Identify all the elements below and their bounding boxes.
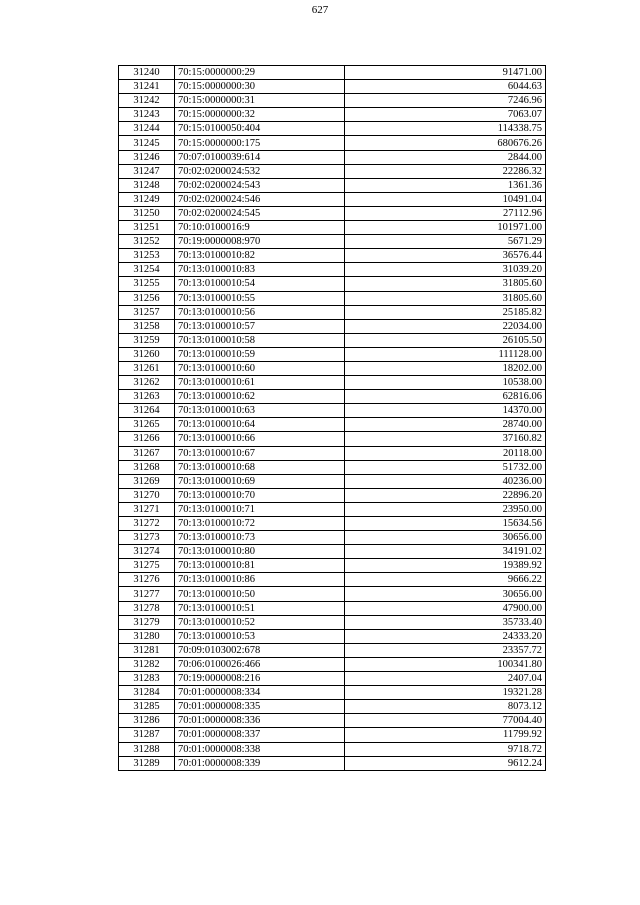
table-row bbox=[119, 502, 546, 516]
value-cell: 7246.96 bbox=[345, 94, 546, 108]
table-row bbox=[119, 488, 546, 502]
cadastral-number-cell: 70:13:0100010:60 bbox=[175, 361, 345, 375]
cadastral-number-cell: 70:13:0100010:63 bbox=[175, 404, 345, 418]
cadastral-number-cell: 70:13:0100010:55 bbox=[175, 291, 345, 305]
table-row bbox=[119, 221, 546, 235]
cadastral-number-cell: 70:10:0100016:9 bbox=[175, 221, 345, 235]
row-number-cell: 31256 bbox=[119, 291, 175, 305]
row-number-cell: 31247 bbox=[119, 164, 175, 178]
value-cell: 62816.06 bbox=[345, 390, 546, 404]
row-number-cell: 31269 bbox=[119, 474, 175, 488]
cadastral-number-cell: 70:13:0100010:62 bbox=[175, 390, 345, 404]
row-number-cell: 31286 bbox=[119, 714, 175, 728]
row-number-cell: 31276 bbox=[119, 573, 175, 587]
table-row bbox=[119, 587, 546, 601]
table-row bbox=[119, 333, 546, 347]
table-row bbox=[119, 164, 546, 178]
cadastral-number-cell: 70:13:0100010:50 bbox=[175, 587, 345, 601]
table-row bbox=[119, 517, 546, 531]
cadastral-number-cell: 70:13:0100010:67 bbox=[175, 446, 345, 460]
value-cell: 19389.92 bbox=[345, 559, 546, 573]
cadastral-number-cell: 70:13:0100010:56 bbox=[175, 305, 345, 319]
value-cell: 36576.44 bbox=[345, 249, 546, 263]
value-cell: 15634.56 bbox=[345, 517, 546, 531]
value-cell: 18202.00 bbox=[345, 361, 546, 375]
cadastral-number-cell: 70:01:0000008:336 bbox=[175, 714, 345, 728]
value-cell: 27112.96 bbox=[345, 206, 546, 220]
row-number-cell: 31252 bbox=[119, 235, 175, 249]
value-cell: 31039.20 bbox=[345, 263, 546, 277]
row-number-cell: 31249 bbox=[119, 192, 175, 206]
table-row bbox=[119, 376, 546, 390]
cadastral-number-cell: 70:13:0100010:61 bbox=[175, 376, 345, 390]
value-cell: 47900.00 bbox=[345, 601, 546, 615]
value-cell: 114338.75 bbox=[345, 122, 546, 136]
cadastral-number-cell: 70:02:0200024:546 bbox=[175, 192, 345, 206]
row-number-cell: 31288 bbox=[119, 742, 175, 756]
cadastral-number-cell: 70:13:0100010:58 bbox=[175, 333, 345, 347]
value-cell: 28740.00 bbox=[345, 418, 546, 432]
table-row bbox=[119, 150, 546, 164]
table-row bbox=[119, 714, 546, 728]
cadastral-number-cell: 70:13:0100010:69 bbox=[175, 474, 345, 488]
row-number-cell: 31277 bbox=[119, 587, 175, 601]
value-cell: 35733.40 bbox=[345, 615, 546, 629]
table-row bbox=[119, 277, 546, 291]
cadastral-number-cell: 70:01:0000008:339 bbox=[175, 756, 345, 770]
cadastral-number-cell: 70:13:0100010:52 bbox=[175, 615, 345, 629]
value-cell: 31805.60 bbox=[345, 291, 546, 305]
table-row bbox=[119, 263, 546, 277]
row-number-cell: 31257 bbox=[119, 305, 175, 319]
value-cell: 23950.00 bbox=[345, 502, 546, 516]
cadastral-number-cell: 70:13:0100010:70 bbox=[175, 488, 345, 502]
row-number-cell: 31254 bbox=[119, 263, 175, 277]
cadastral-number-cell: 70:15:0000000:29 bbox=[175, 66, 345, 80]
value-cell: 24333.20 bbox=[345, 629, 546, 643]
cadastral-number-cell: 70:13:0100010:57 bbox=[175, 319, 345, 333]
value-cell: 22034.00 bbox=[345, 319, 546, 333]
value-cell: 30656.00 bbox=[345, 587, 546, 601]
row-number-cell: 31245 bbox=[119, 136, 175, 150]
cadastral-number-cell: 70:13:0100010:53 bbox=[175, 629, 345, 643]
row-number-cell: 31267 bbox=[119, 446, 175, 460]
value-cell: 22286.32 bbox=[345, 164, 546, 178]
value-cell: 22896.20 bbox=[345, 488, 546, 502]
row-number-cell: 31280 bbox=[119, 629, 175, 643]
value-cell: 680676.26 bbox=[345, 136, 546, 150]
page-number: 627 bbox=[311, 4, 329, 16]
table-row bbox=[119, 361, 546, 375]
row-number-cell: 31279 bbox=[119, 615, 175, 629]
row-number-cell: 31260 bbox=[119, 347, 175, 361]
cadastral-number-cell: 70:13:0100010:66 bbox=[175, 432, 345, 446]
cadastral-number-cell: 70:13:0100010:64 bbox=[175, 418, 345, 432]
cadastral-value-table bbox=[118, 65, 546, 771]
value-cell: 1361.36 bbox=[345, 178, 546, 192]
value-cell: 111128.00 bbox=[345, 347, 546, 361]
table-row bbox=[119, 319, 546, 333]
value-cell: 23357.72 bbox=[345, 643, 546, 657]
cadastral-number-cell: 70:01:0000008:338 bbox=[175, 742, 345, 756]
value-cell: 25185.82 bbox=[345, 305, 546, 319]
row-number-cell: 31289 bbox=[119, 756, 175, 770]
cadastral-number-cell: 70:01:0000008:337 bbox=[175, 728, 345, 742]
table-row bbox=[119, 122, 546, 136]
cadastral-number-cell: 70:13:0100010:72 bbox=[175, 517, 345, 531]
value-cell: 2844.00 bbox=[345, 150, 546, 164]
row-number-cell: 31253 bbox=[119, 249, 175, 263]
cadastral-number-cell: 70:02:0200024:543 bbox=[175, 178, 345, 192]
cadastral-number-cell: 70:15:0000000:175 bbox=[175, 136, 345, 150]
value-cell: 7063.07 bbox=[345, 108, 546, 122]
row-number-cell: 31246 bbox=[119, 150, 175, 164]
value-cell: 19321.28 bbox=[345, 686, 546, 700]
value-cell: 31805.60 bbox=[345, 277, 546, 291]
row-number-cell: 31274 bbox=[119, 545, 175, 559]
cadastral-number-cell: 70:15:0000000:30 bbox=[175, 80, 345, 94]
row-number-cell: 31265 bbox=[119, 418, 175, 432]
value-cell: 101971.00 bbox=[345, 221, 546, 235]
table-row bbox=[119, 432, 546, 446]
row-number-cell: 31281 bbox=[119, 643, 175, 657]
cadastral-number-cell: 70:13:0100010:82 bbox=[175, 249, 345, 263]
value-cell: 51732.00 bbox=[345, 460, 546, 474]
table-row bbox=[119, 108, 546, 122]
table-body bbox=[119, 66, 546, 771]
value-cell: 26105.50 bbox=[345, 333, 546, 347]
row-number-cell: 31266 bbox=[119, 432, 175, 446]
table-row bbox=[119, 460, 546, 474]
row-number-cell: 31285 bbox=[119, 700, 175, 714]
value-cell: 10491.04 bbox=[345, 192, 546, 206]
table-row bbox=[119, 235, 546, 249]
cadastral-number-cell: 70:09:0103002:678 bbox=[175, 643, 345, 657]
table-row bbox=[119, 390, 546, 404]
table-row bbox=[119, 249, 546, 263]
value-cell: 9612.24 bbox=[345, 756, 546, 770]
row-number-cell: 31278 bbox=[119, 601, 175, 615]
value-cell: 11799.92 bbox=[345, 728, 546, 742]
cadastral-number-cell: 70:13:0100010:68 bbox=[175, 460, 345, 474]
value-cell: 9718.72 bbox=[345, 742, 546, 756]
value-cell: 5671.29 bbox=[345, 235, 546, 249]
table-row bbox=[119, 291, 546, 305]
cadastral-number-cell: 70:13:0100010:83 bbox=[175, 263, 345, 277]
table-row bbox=[119, 418, 546, 432]
cadastral-number-cell: 70:13:0100010:51 bbox=[175, 601, 345, 615]
row-number-cell: 31264 bbox=[119, 404, 175, 418]
cadastral-number-cell: 70:15:0000000:31 bbox=[175, 94, 345, 108]
table-row bbox=[119, 136, 546, 150]
row-number-cell: 31268 bbox=[119, 460, 175, 474]
value-cell: 6044.63 bbox=[345, 80, 546, 94]
table-row bbox=[119, 206, 546, 220]
table-row bbox=[119, 94, 546, 108]
value-cell: 91471.00 bbox=[345, 66, 546, 80]
table-row bbox=[119, 347, 546, 361]
cadastral-number-cell: 70:13:0100010:80 bbox=[175, 545, 345, 559]
table-row bbox=[119, 474, 546, 488]
value-cell: 30656.00 bbox=[345, 531, 546, 545]
table-row bbox=[119, 66, 546, 80]
table-row bbox=[119, 559, 546, 573]
value-cell: 10538.00 bbox=[345, 376, 546, 390]
cadastral-number-cell: 70:13:0100010:54 bbox=[175, 277, 345, 291]
table-row bbox=[119, 446, 546, 460]
table-row bbox=[119, 728, 546, 742]
value-cell: 14370.00 bbox=[345, 404, 546, 418]
value-cell: 8073.12 bbox=[345, 700, 546, 714]
row-number-cell: 31251 bbox=[119, 221, 175, 235]
row-number-cell: 31250 bbox=[119, 206, 175, 220]
row-number-cell: 31243 bbox=[119, 108, 175, 122]
row-number-cell: 31242 bbox=[119, 94, 175, 108]
row-number-cell: 31241 bbox=[119, 80, 175, 94]
row-number-cell: 31282 bbox=[119, 657, 175, 671]
row-number-cell: 31262 bbox=[119, 376, 175, 390]
row-number-cell: 31263 bbox=[119, 390, 175, 404]
row-number-cell: 31244 bbox=[119, 122, 175, 136]
value-cell: 40236.00 bbox=[345, 474, 546, 488]
row-number-cell: 31259 bbox=[119, 333, 175, 347]
cadastral-number-cell: 70:02:0200024:545 bbox=[175, 206, 345, 220]
row-number-cell: 31272 bbox=[119, 517, 175, 531]
row-number-cell: 31275 bbox=[119, 559, 175, 573]
cadastral-number-cell: 70:19:0000008:970 bbox=[175, 235, 345, 249]
cadastral-number-cell: 70:01:0000008:335 bbox=[175, 700, 345, 714]
table-row bbox=[119, 657, 546, 671]
table-row bbox=[119, 756, 546, 770]
cadastral-number-cell: 70:13:0100010:73 bbox=[175, 531, 345, 545]
value-cell: 77004.40 bbox=[345, 714, 546, 728]
table-row bbox=[119, 601, 546, 615]
table-row bbox=[119, 80, 546, 94]
row-number-cell: 31258 bbox=[119, 319, 175, 333]
row-number-cell: 31240 bbox=[119, 66, 175, 80]
row-number-cell: 31271 bbox=[119, 502, 175, 516]
table-row bbox=[119, 643, 546, 657]
value-cell: 2407.04 bbox=[345, 672, 546, 686]
cadastral-number-cell: 70:13:0100010:86 bbox=[175, 573, 345, 587]
row-number-cell: 31261 bbox=[119, 361, 175, 375]
cadastral-number-cell: 70:13:0100010:81 bbox=[175, 559, 345, 573]
row-number-cell: 31273 bbox=[119, 531, 175, 545]
table-row bbox=[119, 742, 546, 756]
table-row bbox=[119, 178, 546, 192]
table-row bbox=[119, 700, 546, 714]
cadastral-number-cell: 70:15:0100050:404 bbox=[175, 122, 345, 136]
value-cell: 34191.02 bbox=[345, 545, 546, 559]
table-row bbox=[119, 531, 546, 545]
cadastral-number-cell: 70:19:0000008:216 bbox=[175, 672, 345, 686]
table-row bbox=[119, 545, 546, 559]
cadastral-number-cell: 70:06:0100026:466 bbox=[175, 657, 345, 671]
cadastral-number-cell: 70:15:0000000:32 bbox=[175, 108, 345, 122]
table-row bbox=[119, 629, 546, 643]
value-cell: 9666.22 bbox=[345, 573, 546, 587]
table-row bbox=[119, 615, 546, 629]
cadastral-number-cell: 70:02:0200024:532 bbox=[175, 164, 345, 178]
row-number-cell: 31255 bbox=[119, 277, 175, 291]
table-row bbox=[119, 686, 546, 700]
cadastral-number-cell: 70:07:0100039:614 bbox=[175, 150, 345, 164]
row-number-cell: 31248 bbox=[119, 178, 175, 192]
table-row bbox=[119, 404, 546, 418]
row-number-cell: 31284 bbox=[119, 686, 175, 700]
row-number-cell: 31270 bbox=[119, 488, 175, 502]
cadastral-number-cell: 70:01:0000008:334 bbox=[175, 686, 345, 700]
cadastral-number-cell: 70:13:0100010:59 bbox=[175, 347, 345, 361]
table-row bbox=[119, 305, 546, 319]
row-number-cell: 31287 bbox=[119, 728, 175, 742]
value-cell: 100341.80 bbox=[345, 657, 546, 671]
table-row bbox=[119, 573, 546, 587]
table-row bbox=[119, 672, 546, 686]
row-number-cell: 31283 bbox=[119, 672, 175, 686]
cadastral-number-cell: 70:13:0100010:71 bbox=[175, 502, 345, 516]
value-cell: 20118.00 bbox=[345, 446, 546, 460]
value-cell: 37160.82 bbox=[345, 432, 546, 446]
table-row bbox=[119, 192, 546, 206]
